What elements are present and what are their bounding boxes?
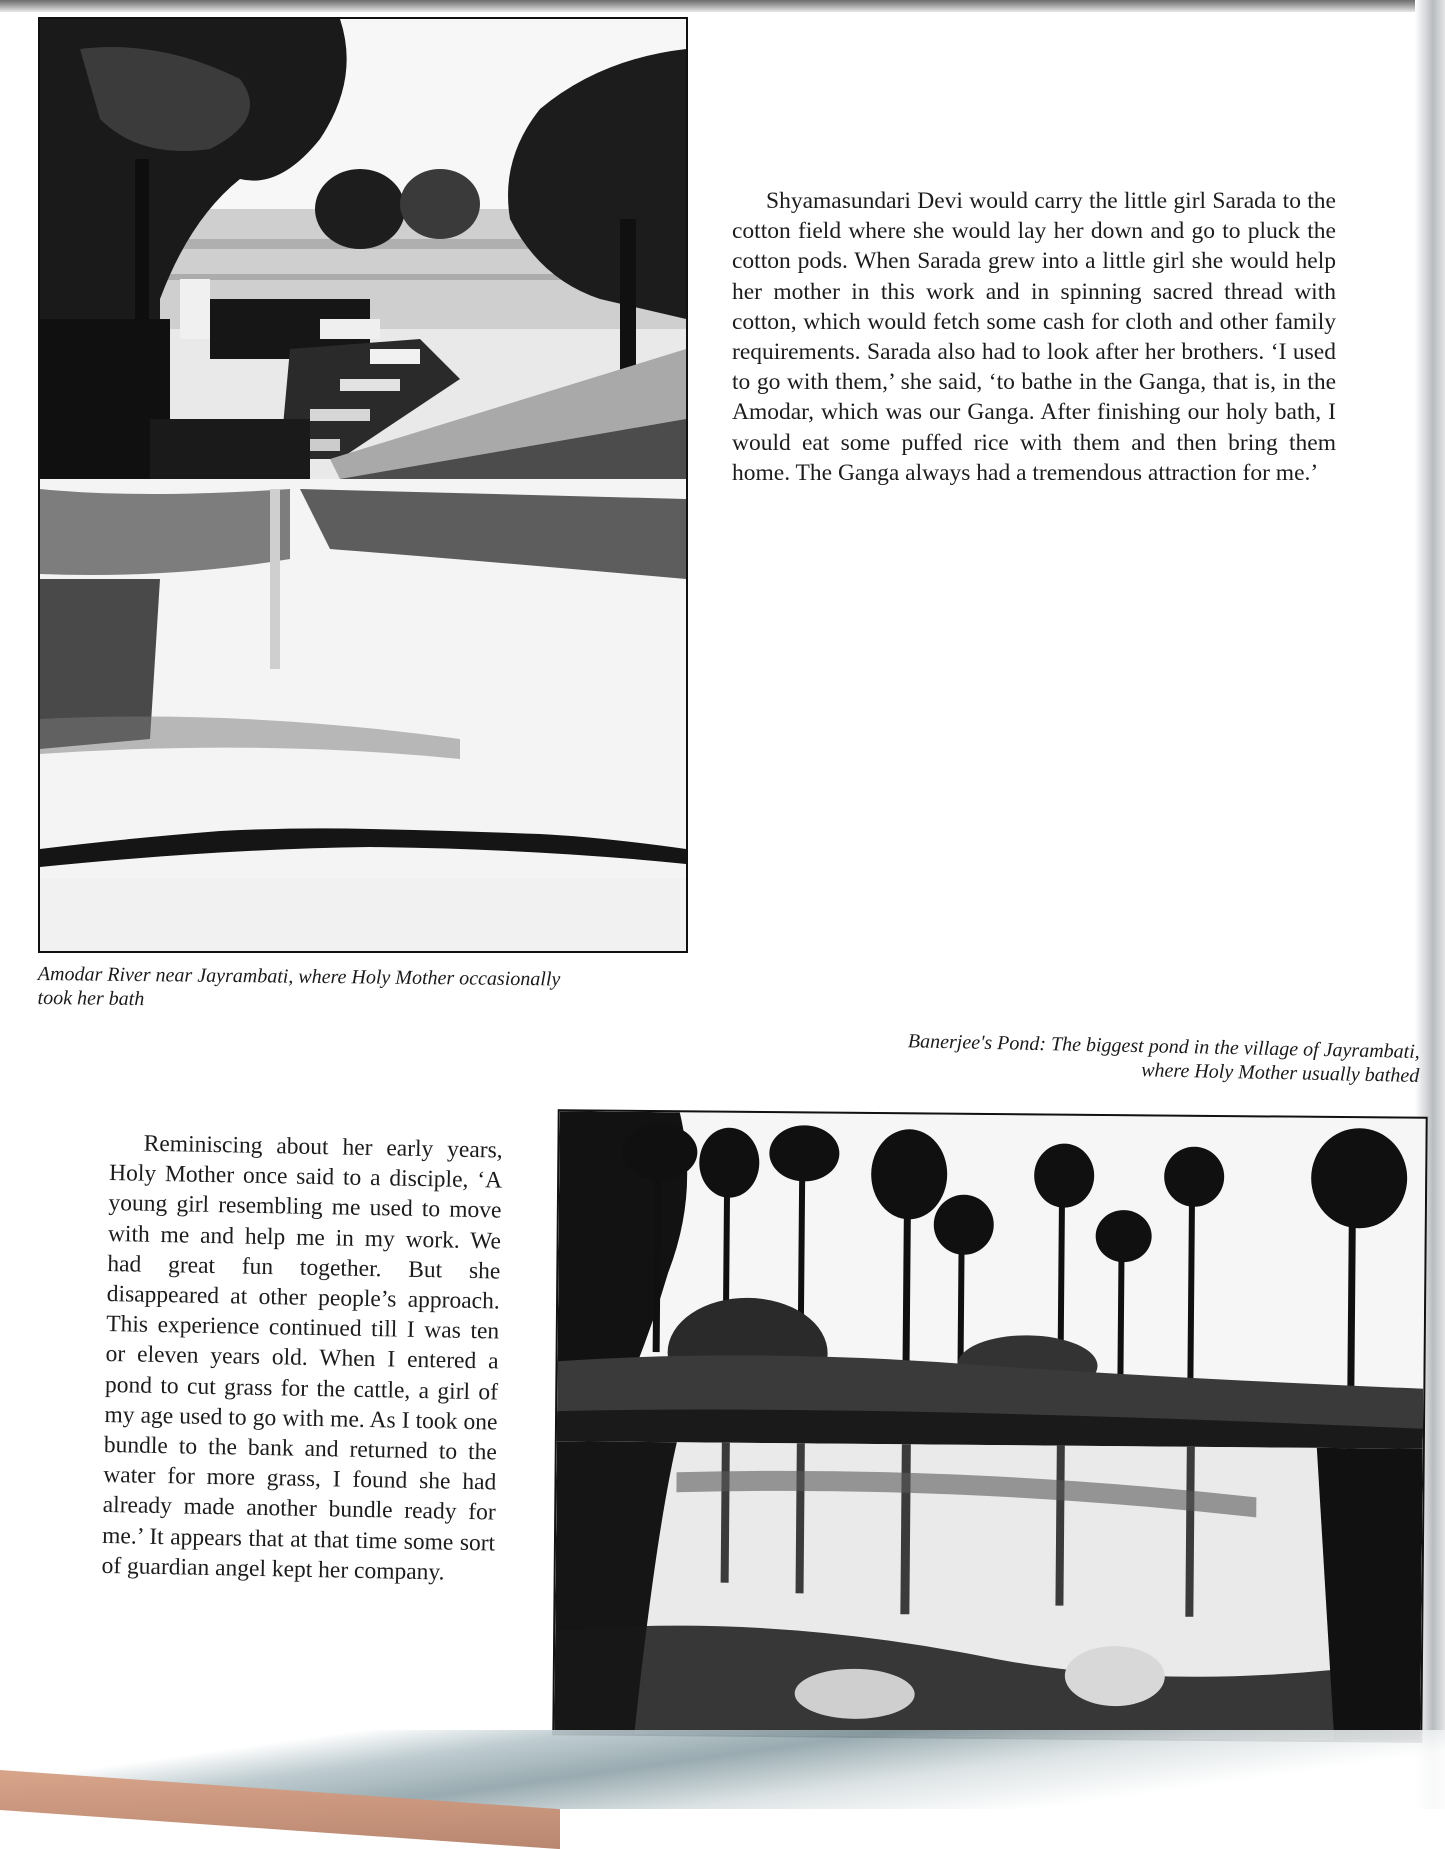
paragraph-text: Reminiscing about her early years, Holy Mother once said to a disciple, ‘A young girl resembling me used to move with me and help me in my work. We had great fun together. But she disappeared at other people’s approach. This experience continued till I was ten or eleven years old. When I entered a pond to cut grass for the cattle, a girl of my age used to go with me. As I took one bundle to the bank and returned to the water for more grass, I found she had already made another bundle ready for me.’ It appears that at that time some sort of guardian angel kept her company. <box>101 1130 503 1586</box>
page-top-edge-shadow <box>0 0 1445 12</box>
caption-banerjees-pond: Banerjee's Pond: The biggest pond in the village of Jayrambati, where Holy Mother usually bathed <box>907 1030 1420 1087</box>
pond-photo-illustration <box>554 1111 1425 1741</box>
caption-amodar-river: Amodar River near Jayrambati, where Holy Mother occasionally took her bath <box>37 962 561 1011</box>
paragraph-text: Shyamasundari Devi would carry the little girl Sarada to the cotton field where she would lay her down and go to pluck the cotton pods. When Sarada grew into a little girl she would help her mother in this work and in spinning sacred thread with cotton, which would fetch some cash for cloth and other family requirements. Sarada also had to look after her brothers. ‘I used to go with them,’ she said, ‘to bathe in the Ganga, that is, in the Amodar, which was our Ganga. After finishing our holy bath, I would eat some puffed rice with them and then bring them home. The Ganga always had a tremendous attraction for me.’ <box>732 188 1336 486</box>
photo-banerjees-pond <box>552 1109 1427 1743</box>
photo-amodar-river <box>38 17 688 953</box>
paragraph-shyamasundari <box>732 186 1336 488</box>
river-photo-illustration <box>40 19 686 951</box>
paragraph-reminiscing <box>101 1128 503 1589</box>
